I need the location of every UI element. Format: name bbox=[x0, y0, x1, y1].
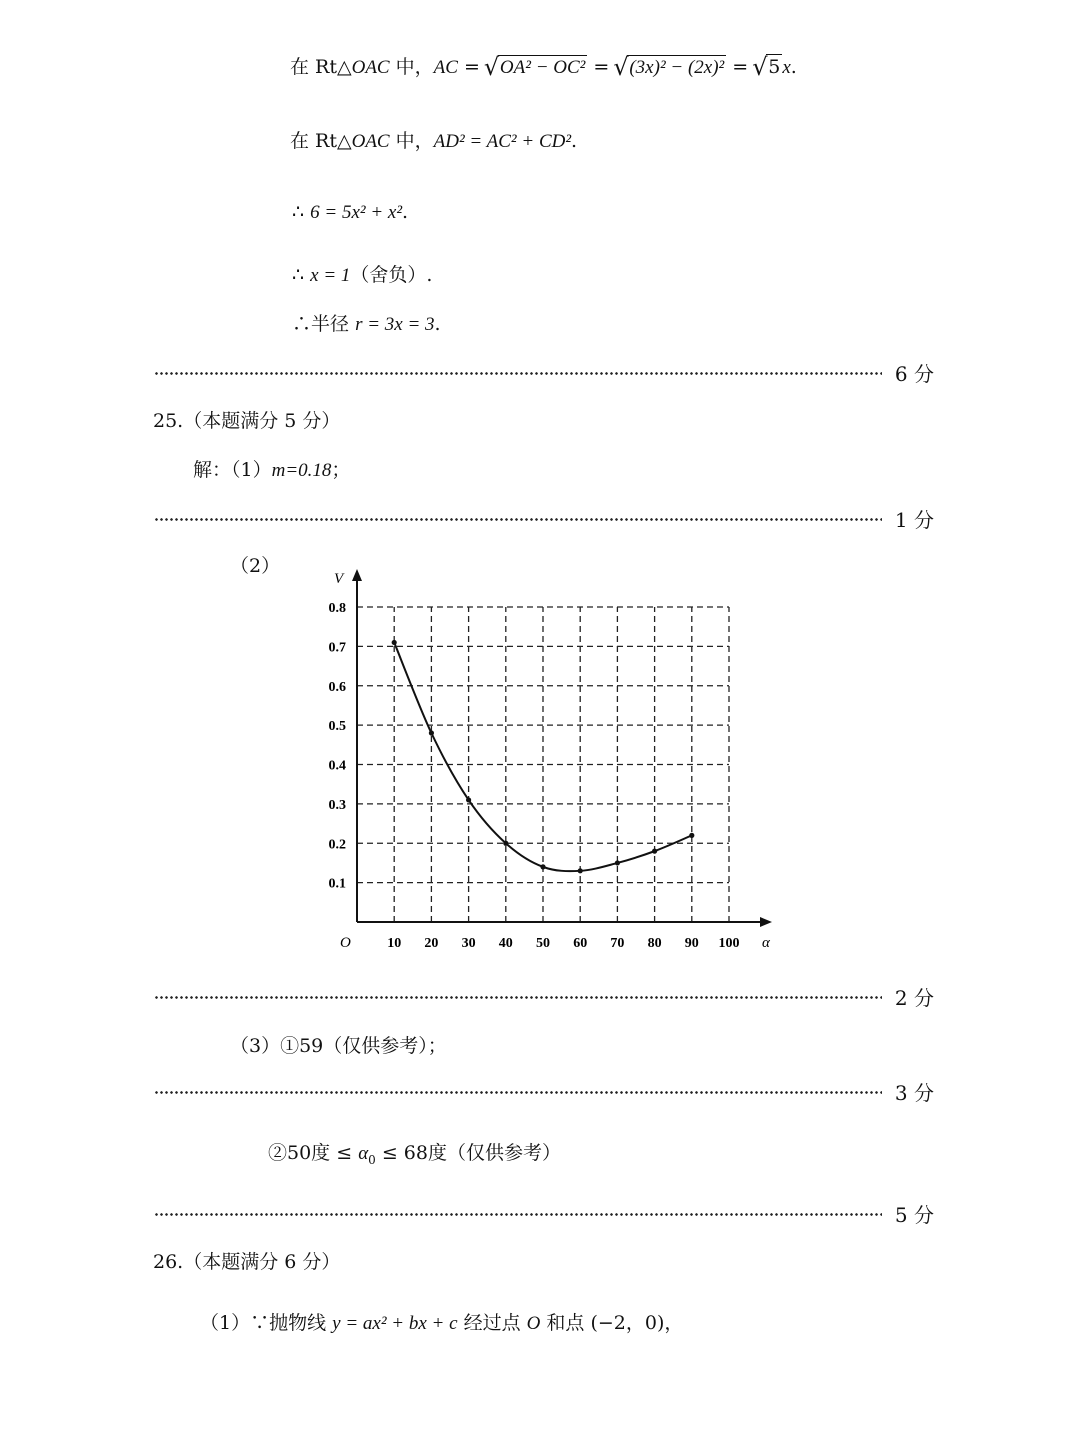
x-tick-label-90: 90 bbox=[684, 936, 699, 951]
y-tick-label-0.1: 0.1 bbox=[328, 876, 346, 892]
q25-part2-label: （2） bbox=[230, 555, 281, 577]
y-tick-label-0.2: 0.2 bbox=[328, 837, 346, 853]
x-tick-label-30: 30 bbox=[461, 936, 476, 951]
data-point-50 bbox=[540, 864, 545, 869]
radical-1: √ OA² − OC² bbox=[486, 56, 587, 79]
v-alpha-chart bbox=[320, 565, 780, 955]
q25-answer-1: 解：（1）m=0.18； bbox=[193, 459, 351, 481]
dotted-leader bbox=[154, 996, 882, 999]
line-ac-computation: 在 Rt△OAC 中，AC = √ OA² − OC² = √ (3x)² − (2x)² = √ 5 x. bbox=[290, 52, 797, 79]
score-line-6: 6 分 bbox=[154, 358, 934, 384]
data-point-30 bbox=[466, 797, 471, 802]
dotted-leader bbox=[154, 518, 882, 521]
dotted-leader bbox=[154, 1213, 882, 1216]
y-axis-label: V bbox=[334, 571, 344, 587]
data-point-90 bbox=[689, 833, 694, 838]
chart-axes bbox=[352, 569, 772, 927]
data-point-60 bbox=[578, 868, 583, 873]
line-ad-equation: 在 Rt△OAC 中，AD² = AC² + CD². bbox=[290, 130, 578, 152]
x-tick-label-10: 10 bbox=[387, 936, 402, 951]
q25-part3: （3）①59（仅供参考）； bbox=[230, 1035, 447, 1057]
score-line-1: 1 分 bbox=[154, 504, 934, 530]
line-radius: ∴半径 r = 3x = 3. bbox=[292, 313, 441, 335]
chart-tick-labels bbox=[329, 601, 740, 951]
x-axis-label: α bbox=[762, 935, 770, 951]
x-tick-label-20: 20 bbox=[424, 936, 439, 951]
x-tick-label-40: 40 bbox=[498, 936, 513, 951]
data-point-40 bbox=[503, 841, 508, 846]
origin-label: O bbox=[340, 935, 351, 951]
radical-2: √ (3x)² − (2x)² bbox=[615, 56, 726, 79]
y-tick-label-0.3: 0.3 bbox=[328, 797, 346, 813]
data-point-10 bbox=[392, 640, 397, 645]
data-point-80 bbox=[652, 849, 657, 854]
score-line-2: 2 分 bbox=[154, 982, 934, 1008]
dotted-leader bbox=[154, 372, 882, 375]
y-tick-label-0.6: 0.6 bbox=[328, 679, 346, 695]
y-tick-label-0.8: 0.8 bbox=[328, 601, 346, 616]
score-line-3: 3 分 bbox=[154, 1077, 934, 1103]
x-tick-label-50: 50 bbox=[536, 936, 550, 951]
data-point-70 bbox=[615, 860, 620, 865]
x-tick-label-70: 70 bbox=[610, 936, 625, 951]
line-therefore-x: ∴ x = 1（舍负）. bbox=[292, 264, 433, 286]
x-tick-label-60: 60 bbox=[573, 936, 588, 951]
line-therefore-6: ∴ 6 = 5x² + x². bbox=[292, 201, 409, 223]
dotted-leader bbox=[154, 1091, 882, 1094]
chart-grid bbox=[357, 607, 729, 922]
y-tick-label-0.7: 0.7 bbox=[328, 640, 346, 656]
x-tick-label-100: 100 bbox=[718, 936, 740, 951]
x-tick-label-80: 80 bbox=[647, 936, 662, 951]
q25-title: 25.（本题满分 5 分） bbox=[153, 410, 341, 432]
q26-title: 26.（本题满分 6 分） bbox=[153, 1251, 341, 1273]
q26-part1: （1）∵抛物线 y = ax² + bx + c 经过点 O 和点 (−2，0)， bbox=[200, 1312, 684, 1334]
score-line-5: 5 分 bbox=[154, 1199, 934, 1225]
y-axis-arrow bbox=[352, 569, 362, 581]
data-point-20 bbox=[429, 730, 434, 735]
q25-part3b: ②50度 ≤ $\alpha_0 \le 68$度（仅供参考） bbox=[268, 1142, 561, 1167]
y-tick-label-0.5: 0.5 bbox=[328, 719, 346, 735]
x-axis-arrow bbox=[760, 917, 772, 927]
radical-3: √ 5 bbox=[754, 56, 782, 78]
y-tick-label-0.4: 0.4 bbox=[328, 758, 346, 774]
